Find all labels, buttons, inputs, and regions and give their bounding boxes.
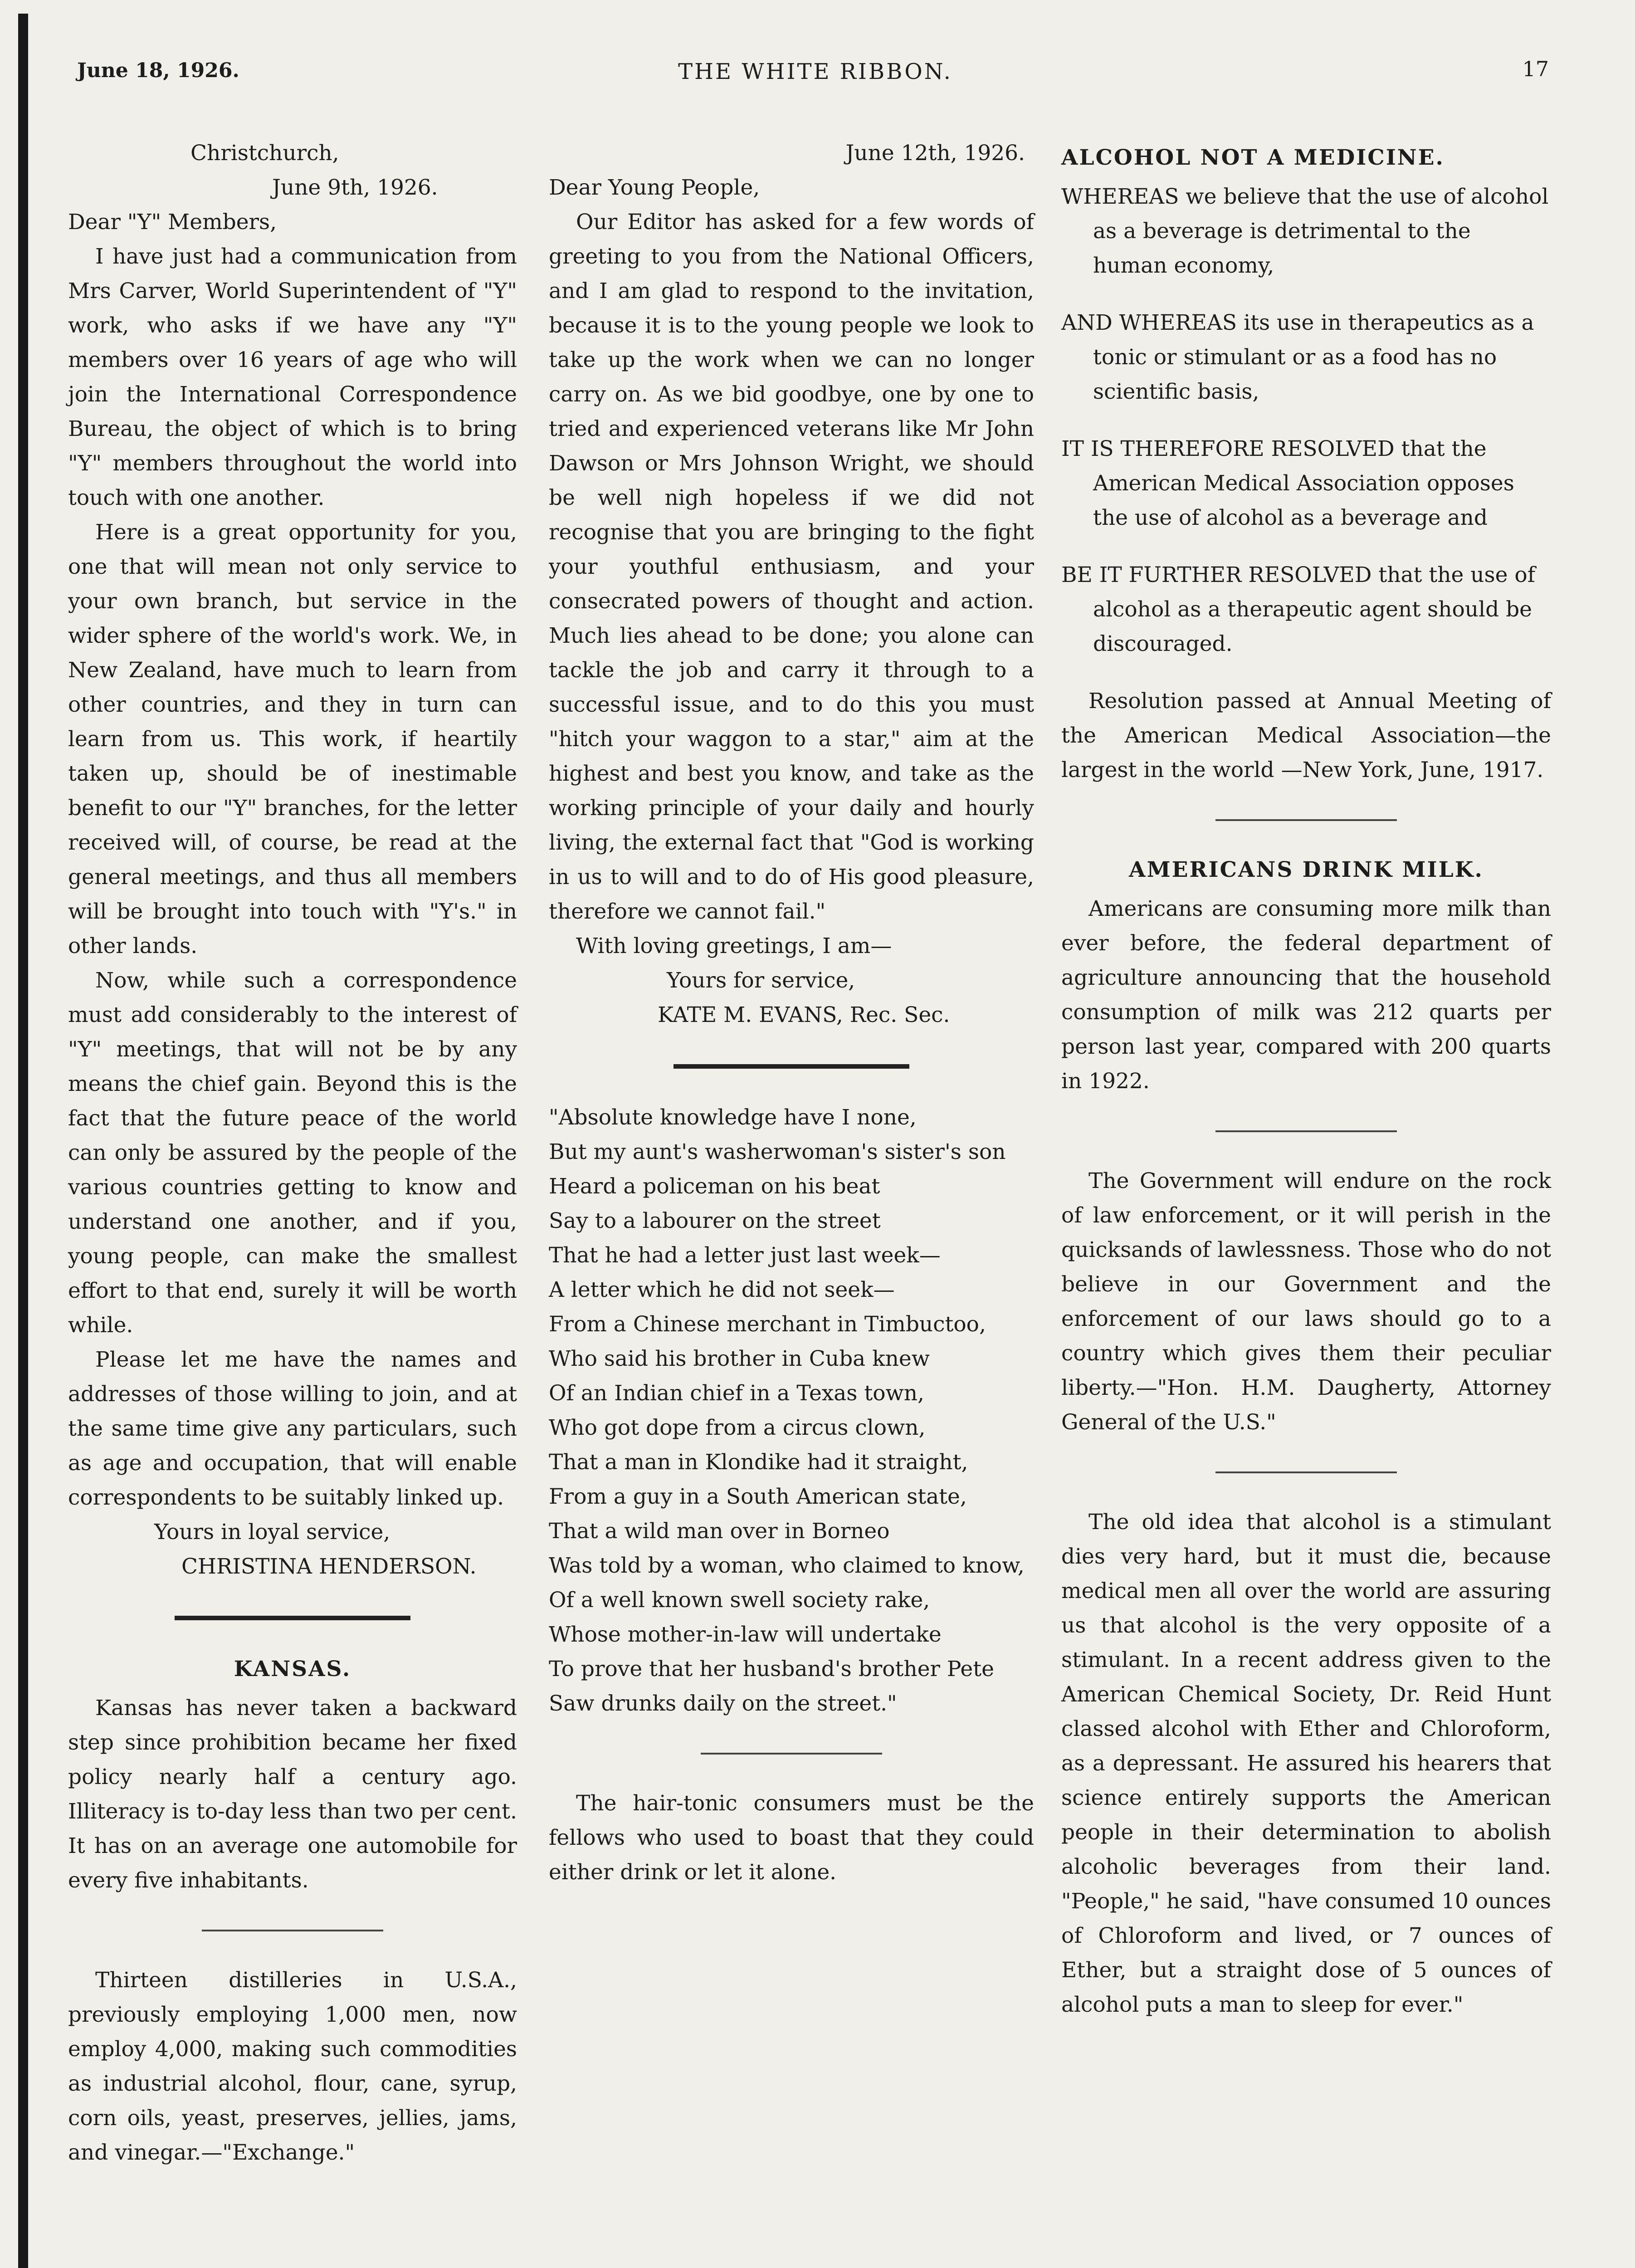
poem-line: To prove that her husband's brother Pete bbox=[549, 1657, 994, 1681]
poem-line: Of a well known swell society rake, bbox=[549, 1588, 930, 1613]
publication-title: THE WHITE RIBBON. bbox=[678, 59, 952, 84]
letter-signature: KATE M. EVANS, Rec. Sec. bbox=[658, 1002, 950, 1027]
letter-paragraph: I have just had a communication from Mrs Carver, World Superintendent of "Y" work, who asks if we have any "Y" members over 16 years of age who will join the International Correspondence Bureau, the object of which is to bring "Y" members throughout the world into touch with one another. bbox=[68, 244, 517, 510]
distilleries-body: Thirteen distilleries in U.S.A., previously employing 1,000 men, now employ 4,000, making such commodities as industrial alcohol, flour, cane, syrup, corn oils, yeast, preserves, jellies, jams, and vinegar.—"Exchange." bbox=[68, 1968, 517, 2165]
poem-line: That a wild man over in Borneo bbox=[549, 1519, 890, 1544]
government-paragraph: The Government will endure on the rock of law enforcement, or it will perish in the quicksands of lawlessness. Those who do not believe in our Government and the enforcement of our laws should go to a country which gives them their peculiar liberty.—"Hon. H.M. Daugherty, Attorney General of the U.S." bbox=[1061, 1168, 1551, 1435]
letter-place: Christchurch, bbox=[190, 141, 339, 166]
poem-line: Was told by a woman, who claimed to know, bbox=[549, 1553, 1025, 1578]
poem bbox=[549, 1100, 1034, 1721]
section-divider bbox=[1215, 819, 1397, 821]
letter-signature: CHRISTINA HENDERSON. bbox=[181, 1554, 477, 1579]
kansas-heading: KANSAS. bbox=[234, 1657, 351, 1681]
page-number: 17 bbox=[1522, 57, 1549, 81]
section-divider bbox=[1215, 1130, 1397, 1132]
letter-paragraph: Here is a great opportunity for you, one that will mean not only service to your own branch, but service in the wider sphere of the world's work. We, in New Zealand, have much to learn from other countries, and they in turn can learn from us. This work, if heartily taken up, should be of inestimable benefit to our "Y" branches, for the letter received will, of course, be read at the general meetings, and thus all members will be brought into touch with "Y's." in other lands. bbox=[68, 520, 517, 958]
poem-line: Of an Indian chief in a Texas town, bbox=[549, 1381, 924, 1406]
chloroform-paragraph: The old idea that alcohol is a stimulant dies very hard, but it must die, because medical men all over the world are assuring us that alcohol is the very opposite of a stimulant. In a recent address given to the American Chemical Society, Dr. Reid Hunt classed alcohol with Ether and Chloroform, as a depressant. He assured his hearers that science entirely supports the American people in their determination to abolish alcoholic beverages from their land. "People," he said, "have consumed 10 ounces of Chloroform and lived, or 7 ounces of Ether, but a straight dose of 5 ounces of alcohol puts a man to sleep for ever." bbox=[1061, 1510, 1551, 2017]
section-divider bbox=[701, 1753, 882, 1755]
poem-line: From a guy in a South American state, bbox=[549, 1484, 967, 1509]
poem-line: Heard a policeman on his beat bbox=[549, 1174, 880, 1199]
poem-line: That a man in Klondike had it straight, bbox=[549, 1450, 968, 1475]
poem-line: That he had a letter just last week— bbox=[549, 1243, 941, 1268]
letter-closing: With loving greetings, I am— bbox=[576, 934, 892, 958]
poem-line: Say to a labourer on the street bbox=[549, 1208, 881, 1233]
letter-date: June 12th, 1926. bbox=[845, 141, 1025, 166]
letter-closing-2: Yours for service, bbox=[667, 968, 855, 993]
poem-line: Who got dope from a circus clown, bbox=[549, 1415, 926, 1440]
milk-body: Americans are consuming more milk than ever before, the federal department of agriculture announcing that the household consumption of milk was 212 quarts per person last year, compared with 200 quarts in 1922. bbox=[1061, 896, 1551, 1094]
hairtonic-paragraph: The hair-tonic consumers must be the fellows who used to boast that they could either drink or let it alone. bbox=[549, 1791, 1034, 1885]
poem-line: From a Chinese merchant in Timbuctoo, bbox=[549, 1312, 986, 1337]
resolution-clause: WHEREAS we believe that the use of alcohol as a beverage is detrimental to the human economy, bbox=[1061, 184, 1549, 278]
resolution-clause: BE IT FURTHER RESOLVED that the use of alcohol as a therapeutic agent should be discouraged. bbox=[1061, 562, 1536, 656]
letter-paragraph: Now, while such a correspondence must add considerably to the interest of "Y" meetings, that will not be by any means the chief gain. Beyond this is the fact that the future peace of the world can only be assured by the people of the various countries getting to know and understand one another, and if you, young people, can make the smallest effort to that end, surely it will be worth while. bbox=[68, 968, 517, 1338]
poem-line: Whose mother-in-law will undertake bbox=[549, 1622, 942, 1647]
poem-line: A letter which he did not seek— bbox=[549, 1277, 895, 1302]
column-1 bbox=[68, 136, 517, 2170]
poem-line: Who said his brother in Cuba knew bbox=[549, 1346, 930, 1371]
milk-heading: AMERICANS DRINK MILK. bbox=[1129, 857, 1484, 882]
letter-salutation: Dear Young People, bbox=[549, 175, 760, 200]
section-divider bbox=[674, 1064, 909, 1069]
binding-edge bbox=[18, 14, 28, 2268]
column-2 bbox=[549, 136, 1034, 1890]
letter-salutation: Dear "Y" Members, bbox=[68, 210, 277, 235]
section-divider bbox=[1215, 1471, 1397, 1473]
column-3 bbox=[1061, 136, 1551, 2022]
poem-line: "Absolute knowledge have I none, bbox=[549, 1105, 917, 1130]
letter-paragraph: Please let me have the names and addresses of those willing to join, and at the same time give any particulars, such as age and occupation, that will enable correspondents to be suitably linked up. bbox=[68, 1347, 517, 1510]
letter-paragraph: Our Editor has asked for a few words of greeting to you from the National Officers, and I am glad to respond to the invitation, because it is to the young people we look to take up the work when we can no longer carry on. As we bid goodbye, one by one to tried and experienced veterans like Mr John Dawson or Mrs Johnson Wright, we should be well nigh hopeless if we did not recognise that you are bringing to the fight your youthful enthusiasm, and your consecrated powers of thought and action. Much lies ahead to be done; you alone can tackle the job and carry it through to a successful issue, and to do this you must "hitch your waggon to a star," aim at the highest and best you know, and take as the working principle of your daily and hourly living, the external fact that "God is working in us to will and to do of His good pleasure, therefore we cannot fail." bbox=[549, 210, 1034, 924]
issue-date: June 18, 1926. bbox=[77, 59, 239, 82]
section-divider bbox=[202, 1930, 383, 1931]
page-header bbox=[73, 50, 1558, 100]
poem-line: But my aunt's washerwoman's sister's son bbox=[549, 1139, 1006, 1164]
resolution-clause: AND WHEREAS its use in therapeutics as a tonic or stimulant or as a food has no scientific basis, bbox=[1061, 310, 1534, 404]
resolution-note: Resolution passed at Annual Meeting of the American Medical Association—the largest in the world —New York, June, 1917. bbox=[1061, 689, 1551, 782]
resolution-heading: ALCOHOL NOT A MEDICINE. bbox=[1061, 145, 1445, 170]
resolution-clause: IT IS THEREFORE RESOLVED that the American Medical Association opposes the use of alcohol as a beverage and bbox=[1061, 436, 1514, 530]
letter-date: June 9th, 1926. bbox=[272, 175, 438, 200]
kansas-body: Kansas has never taken a backward step since prohibition became her fixed policy nearly half a century ago. Illiteracy is to-day less than two per cent. It has on an average one automobile for every five inhabitants. bbox=[68, 1696, 517, 1893]
section-divider bbox=[175, 1616, 410, 1620]
letter-closing: Yours in loyal service, bbox=[154, 1520, 390, 1545]
poem-line: Saw drunks daily on the street." bbox=[549, 1691, 897, 1716]
